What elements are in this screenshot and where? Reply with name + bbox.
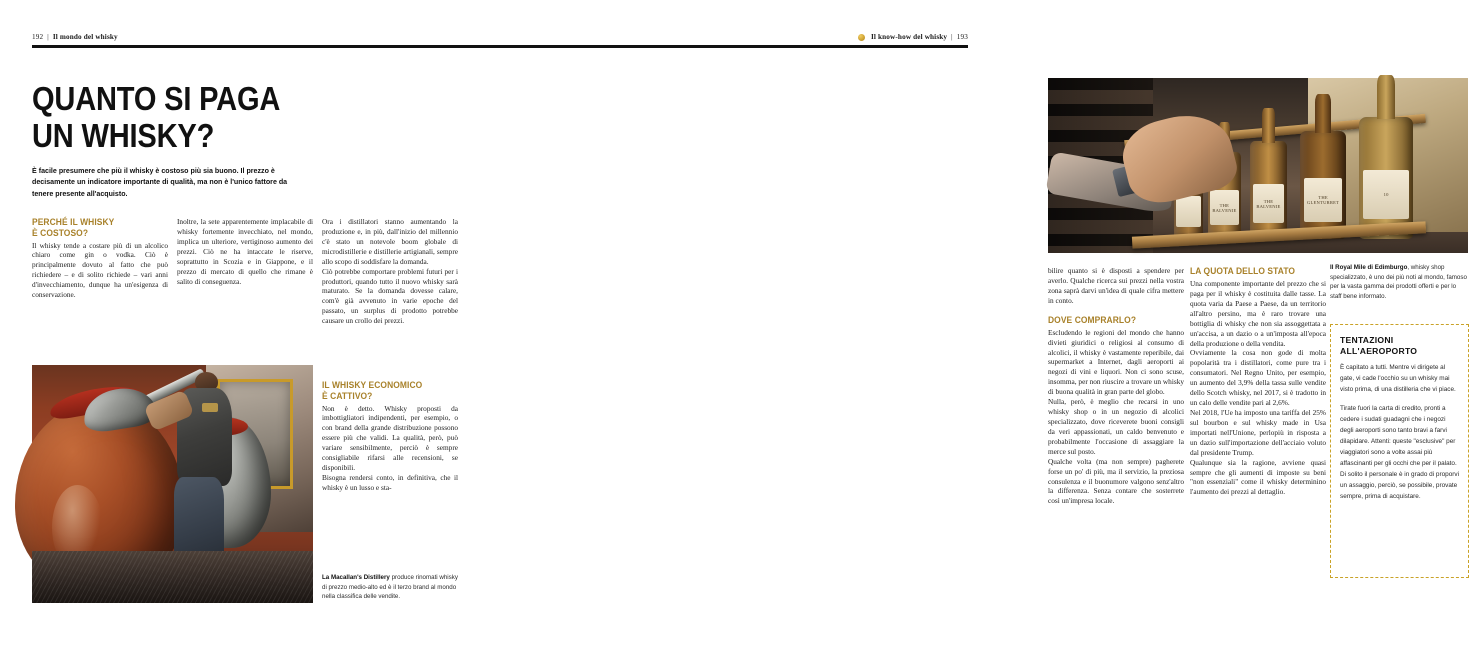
tip-heading-line-1: TENTAZIONI <box>1340 335 1394 345</box>
tip-paragraph: Tirate fuori la carta di credito, pronti a cedere i sudati guadagni che i negozi degli aeroporti sono tanto bravi a farvi dilapidare. Attenti: queste "esclusive" per viaggiatori sono a volte assai più affascinanti per gli occhi che per il palato. Di solito il personale è in grado di proporvi un assaggio, perciò, se possibile, provate sempre, prima di acquistare. <box>1340 404 1460 500</box>
body-paragraph: Qualunque sia la ragione, avviene quasi sempre che gli aumenti di imposte su beni "non essenziali" come il whisky determinino l'aumento dei prezzi al dettaglio. <box>1190 457 1326 497</box>
folio-number: 193 <box>956 33 968 41</box>
running-head-right <box>858 30 968 44</box>
caption-body: produce rinomati whisky di prezzo medio-alto ed è il terzo brand al mondo nella classifica delle vendite. <box>322 574 458 601</box>
distillery-still-photo <box>32 365 313 603</box>
caption-distillery <box>322 573 458 602</box>
body-paragraph: Qualche volta (ma non sempre) pagherete forse un po' di più, ma il servizio, la preziosa consulenza e il buonumore valgono senz'altro la differenza. Senza contare che sosterrete così un'impresa locale. <box>1048 456 1184 506</box>
bottle-label: THE BALVENIE <box>1253 184 1285 223</box>
subhead-quota-dello-stato: LA QUOTA DELLO STATO <box>1190 265 1296 276</box>
running-head-left <box>32 30 118 44</box>
subhead-perche-costoso <box>32 217 154 238</box>
subhead-line-2: È COSTOSO? <box>32 226 89 238</box>
body-paragraph: Nulla, però, è meglio che recarsi in uno whisky shop o in un negozio di alcolici specializzato, dove riceverete buoni consigli da veri appassionati, un caldo benvenuto e probabilmente l'occasione di assaggiare la merce sul posto. <box>1048 397 1184 456</box>
header-rule-left <box>32 45 500 48</box>
photo-floor <box>32 551 313 603</box>
subhead-dove-comprarlo: DOVE COMPRARLO? <box>1048 313 1137 325</box>
whisky-bottle <box>1359 117 1414 240</box>
subhead-whisky-economico <box>322 380 444 401</box>
whisky-shop-photo <box>1048 78 1468 253</box>
caption-body: , whisky shop specializzato, è uno dei più noti al mondo, famoso per la vasta gamma dei prodotti offerti e per lo staff bene informato. <box>1330 264 1467 300</box>
whisky-bottle <box>1250 141 1288 239</box>
sidebar-tip-box <box>1330 324 1469 578</box>
body-paragraph: Inoltre, la sete apparentemente implacabile di whisky fortemente invecchiato, nel mondo, implica un ulteriore, vertiginoso aumento dei prezzi. Ciò ne ha intaccate le riserve, soprattutto in Scozia e in Giappone, e il prezzo di mercato di quello che rimane è salito di conseguenza. <box>177 217 313 286</box>
page-title <box>32 80 322 155</box>
subhead-line-1: PERCHÉ IL WHISKY <box>32 216 115 227</box>
bottle-neck <box>1262 108 1275 143</box>
worker-shirt-logo <box>202 403 219 412</box>
whisky-bottle <box>1300 131 1346 240</box>
caption-lead: La Macallan's Distillery <box>322 574 390 581</box>
running-head-section: Il mondo del whisky <box>52 33 118 41</box>
body-paragraph: Non è detto. Whisky proposti da imbottigliatori indipendenti, per esempio, o con brand della grande distribuzione possono essere più che validi. La qualità, però, può variare sensibilmente, perciò è sempre consigliabile rifarsi alle recensioni, se disponibili. <box>322 403 458 473</box>
body-paragraph: Ora i distillatori stanno aumentando la produzione e, in più, dall'inizio del millennio c'è stato un notevole boom globale di microdistillerie e distillerie artigianali, sempre allo scopo di soddisfare la domanda. <box>322 217 458 266</box>
subhead-line-2: È CATTIVO? <box>322 389 373 401</box>
right-page <box>500 0 1467 655</box>
bottle-neck <box>1377 75 1396 119</box>
body-paragraph: Una componente importante del prezzo che si paga per il whisky è costituita dalle tasse. La quota varia da Paese a Paese, da un territorio all'altro persino, ma è raro trovare una bottiglia di whisky che non sia assoggettata a un'accisa, a un dazio o a un'imposta all'epoca della produzione o della vendita. <box>1190 279 1326 348</box>
gold-dot-icon <box>858 34 865 41</box>
headline-line-2: UN WHISKY? <box>32 117 215 155</box>
caption-lead: Il Royal Mile di Edimburgo <box>1330 264 1408 271</box>
body-paragraph: Escludendo le regioni del mondo che hanno divieti giuridici o religiosi al consumo di alcolici, il whisky è vastamente reperibile, dai supermarket a Internet, dagli aeroporti ai negozi di vini e liquori. Non ci sono scuse, insomma, per non riuscire a trovare un whisky di buona qualità in gran parte del globo. <box>1048 327 1184 397</box>
left-column-1 <box>32 217 168 300</box>
header-rule-right <box>500 45 968 48</box>
left-column-3-lower <box>322 380 458 493</box>
folio-number: 192 <box>32 33 44 41</box>
body-paragraph: Ovviamente la cosa non gode di molta popolarità tra i distillatori, come pure tra i consumatori. Nel Regno Unito, per esempio, un aumento del 3,9% della tassa sulle vendite dello Scotch whisky, nel 2017, si è tradotto in un calo delle vendite pari al 2,6%. <box>1190 348 1326 408</box>
body-paragraph: bilire quanto si è disposti a spendere per averlo. Qualche ricerca sui prezzi nella vostra zona saprà darvi un'idea di quale cifra mettere in conto. <box>1048 266 1184 305</box>
right-column-1 <box>1048 266 1184 506</box>
headline-line-1: QUANTO SI PAGA <box>32 80 281 117</box>
tip-heading-line-2: ALL'AEROPORTO <box>1340 345 1418 356</box>
bottle-label: THE GLENTURRET <box>1304 178 1343 221</box>
body-paragraph: Nel 2018, l'Ue ha imposto una tariffa del 25% sul bourbon e sul whisky made in Usa importati nell'Unione, perlopiù in risposta a un dazio sull'importazione dell'acciaio voluto dal presidente Trump. <box>1190 408 1326 457</box>
running-head-separator: | <box>47 33 49 41</box>
tip-box-heading <box>1340 335 1459 357</box>
caption-whisky-shop <box>1330 263 1468 301</box>
bottle-label: 10 <box>1363 170 1409 219</box>
running-head-section: Il know-how del whisky <box>870 33 948 41</box>
body-paragraph: Il whisky tende a costare più di un alcolico chiaro come gin o vodka. Ciò è principalmente dovuto al fatto che può richiedere – e di solito richiede – vari anni d'invecchiamento, dunque ha un'esigenza di conservazione. <box>32 240 168 300</box>
left-column-3 <box>322 217 458 326</box>
subhead-line-1: IL WHISKY ECONOMICO <box>322 379 423 390</box>
left-column-2 <box>177 217 313 286</box>
bottle-label <box>1176 196 1201 227</box>
right-column-2 <box>1190 266 1326 497</box>
body-paragraph: Bisogna rendersi conto, in definitiva, che il whisky è un lusso e sta- <box>322 473 458 492</box>
bottle-neck <box>1315 94 1331 133</box>
left-page <box>0 0 500 655</box>
running-head-separator: | <box>951 33 953 41</box>
bottle-label: THE BALVENIE <box>1210 190 1238 225</box>
standfirst: È facile presumere che più il whisky è costoso più sia buono. Il prezzo è decisamente un indicatore importante di qualità, ma non è l'unico fattore da tenere presente all'acquisto. <box>32 167 288 198</box>
tip-paragraph: È capitato a tutti. Mentre vi dirigete al gate, vi cade l'occhio su un whisky mai visto prima, di una distilleria che vi piace. <box>1340 363 1456 393</box>
body-paragraph: Ciò potrebbe comportare problemi futuri per i produttori, quando tutto il nuovo whisky sarà maturato. Se la domanda dovesse calare, com'è già avvenuto in varie epoche del passato, un surplus di prodotto potrebbe causare un crollo dei prezzi. <box>322 266 458 326</box>
